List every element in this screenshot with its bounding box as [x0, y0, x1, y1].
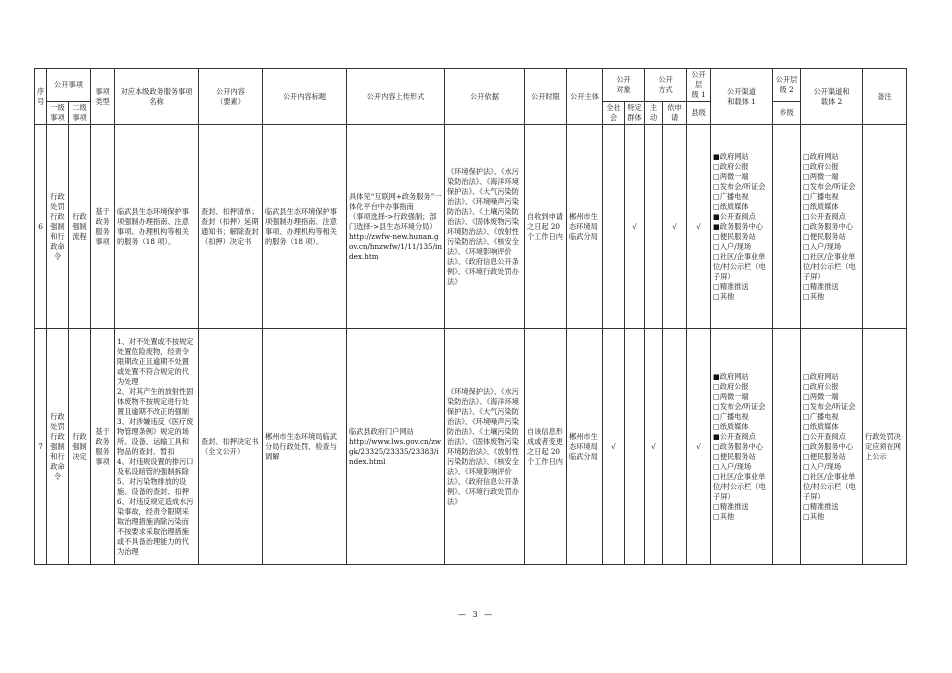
- cell-content: 查封、扣押决定书（全文公开）: [199, 329, 263, 565]
- col-active: 主动: [645, 102, 663, 125]
- col-time-limit: 公开时限: [525, 69, 567, 125]
- col-basis: 公开依据: [445, 69, 525, 125]
- cell-content-title: 郴州市生态环境局临武分局行政处罚、检查与调解: [263, 329, 347, 565]
- cell-channel2: □政府网站 □政府公报 □两微一端 □发布会/听证会 □广播电视 □纸质媒体 □公开查阅点 □政务服务中心 □便民服务站 □入户/现场 □社区/企事业单位/村公示栏（电子屏） □精准推送 □其他: [801, 125, 863, 329]
- cell-whole-society: √: [603, 329, 625, 565]
- cell-seq: 7: [35, 329, 47, 565]
- cell-time-limit: 自收到申请之日起 20 个工作日内: [525, 125, 567, 329]
- cell-channel2: □政府网站 □政府公报 □两微一端 □发布会/听证会 □广播电视 □纸质媒体 □公开查阅点 □政务服务中心 □便民服务站 □入户/现场 □社区/企事业单位/村公示栏（电子屏） □精准推送 □其他: [801, 329, 863, 565]
- header-row-top: [35, 69, 907, 102]
- col-upload-form: 公开内容上传形式: [347, 69, 445, 125]
- cell-remarks: [863, 125, 907, 329]
- col-service-name: 对应本级政务服务事项 名称: [115, 69, 199, 125]
- cell-specific-group: [625, 329, 645, 565]
- table-row: [35, 125, 907, 329]
- cell-service-name: 临武县生态环境保护事项强制办理指南、注意事项、办理机构等相关的服务（18 项）。: [115, 125, 199, 329]
- cell-remarks: 行政处罚决定应须在网上公示: [863, 329, 907, 565]
- cell-county: √: [687, 125, 711, 329]
- col-object-group: 公开 对象: [603, 69, 645, 102]
- col-content-title: 公开内容标题: [263, 69, 347, 125]
- col-method-group: 公开 方式: [645, 69, 687, 102]
- col-specific-group: 特定 群体: [625, 102, 645, 125]
- col-subject: 公开主体: [567, 69, 603, 125]
- cell-upload-form: 临武县政府门户网站 http://www.lws.gov.cn/zwgk/23325/23335/23383/index.html: [347, 329, 445, 565]
- cell-channel1: ■政府网站 □政府公报 □两微一端 □发布会/听证会 □广播电视 □纸质媒体 ■公开查阅点 ■政务服务中心 □便民服务站 □入户/现场 □社区/企事业单位/村公示栏（电子屏） □精准推送 □其他: [711, 125, 773, 329]
- col-seq: 序 号: [35, 69, 47, 125]
- cell-subject: 郴州市生态环境局临武分局: [567, 125, 603, 329]
- col-level1: 一级 事项: [47, 102, 69, 125]
- page-number: — 3 —: [457, 610, 495, 619]
- cell-upload-form: 具体见“互联网+政务服务”一体化平台中办事指南 （事项选择->行政强制；部门选择->县生态环境分局） http://zwfw-new.hunan.gov.cn/hnzwfw/1/11/135/index.htm: [347, 125, 445, 329]
- cell-channel1: ■政府网站 □政府公报 □两微一端 □发布会/听证会 □广播电视 □纸质媒体 ■公开查阅点 □政务服务中心 □便民服务站 □入户/现场 □社区/企事业单位/村公示栏（电子屏） □精准推送 □其他: [711, 329, 773, 565]
- cell-level1: 行政处罚行政强制和行政命令: [47, 125, 69, 329]
- cell-seq: 6: [35, 125, 47, 329]
- cell-level2: 行政强制决定: [69, 329, 91, 565]
- cell-level2: 行政强制流程: [69, 125, 91, 329]
- cell-on-request: [663, 329, 687, 565]
- cell-basis: 《环境保护法》、《水污染防治法》、《海洋环境保护法》、《大气污染防治法》、《环境噪声污染防治法》、《土壤污染防治法》、《固体废物污染环境防治法》、《放射性污染防治法》、《核安全法》、《环境影响评价法》、《政府信息公开条例》、《环境行政处罚办法》: [445, 125, 525, 329]
- cell-content: 查封、扣押清单；查封（扣押）延期通知书；解除查封（扣押）决定书: [199, 125, 263, 329]
- cell-county: √: [687, 329, 711, 565]
- cell-item-type: 基于政务服务事项: [91, 125, 115, 329]
- col-level2: 二级 事项: [69, 102, 91, 125]
- col-level-group2: 公开层 级 2: [773, 69, 801, 102]
- cell-on-request: √: [663, 125, 687, 329]
- cell-specific-group: √: [625, 125, 645, 329]
- table-row: [35, 329, 907, 565]
- cell-content-title: 临武县生态环境保护事项强制办理指南、注意事项、办理机构等相关的服务（18 项）。: [263, 125, 347, 329]
- disclosure-table: [34, 68, 907, 565]
- col-channel2: 公开渠道和 载体 2: [801, 69, 863, 125]
- cell-township: [773, 329, 801, 565]
- col-item-type: 事项 类型: [91, 69, 115, 125]
- cell-item-type: 基于政务服务事项: [91, 329, 115, 565]
- col-whole-society: 全社会: [603, 102, 625, 125]
- cell-active: √: [645, 329, 663, 565]
- col-items-group: 公开事项: [47, 69, 91, 102]
- col-township: 乡级: [773, 102, 801, 125]
- cell-service-name: 1、对不处置或不按规定处置危险废物，经责令限期改正且逾期不处置或处置不符合规定的代为处理 2、对其产生的放射性固体废物不按规定进行处置且逾期不改正的强制 3、对涉嫌违反《医疗废物管理条例》规定的场所、设备、运输工具和物品的查封、暂扣 4、对违规设置的排污口及私设暗管的强制拆除 5、对污染物排放的设施、设备的查封、扣押 6、对违反规定造成水污染事故，经责令限期采取治理措施消除污染而不按要求采取治理措施或不具备治理能力的代为治理: [115, 329, 199, 565]
- cell-level1: 行政处罚行政强制和行政命令: [47, 329, 69, 565]
- col-on-request: 依申请: [663, 102, 687, 125]
- cell-time-limit: 自该信息形成或者变更之日起 20 个工作日内: [525, 329, 567, 565]
- col-level-group1: 公开层 级 1: [687, 69, 711, 102]
- cell-whole-society: [603, 125, 625, 329]
- col-channel1: 公开渠道 和载体 1: [711, 69, 773, 125]
- col-remarks: 备注: [863, 69, 907, 125]
- col-content: 公开内容 （要素）: [199, 69, 263, 125]
- cell-active: [645, 125, 663, 329]
- cell-basis: 《环境保护法》、《水污染防治法》、《海洋环境保护法》、《大气污染防治法》、《环境噪声污染防治法》、《土壤污染防治法》、《固体废物污染环境防治法》、《放射性污染防治法》、《核安全法》、《环境影响评价法》、《政府信息公开条例》、《环境行政处罚办法》: [445, 329, 525, 565]
- col-county: 县级: [687, 102, 711, 125]
- cell-subject: 郴州市生态环境局临武分局: [567, 329, 603, 565]
- cell-township: [773, 125, 801, 329]
